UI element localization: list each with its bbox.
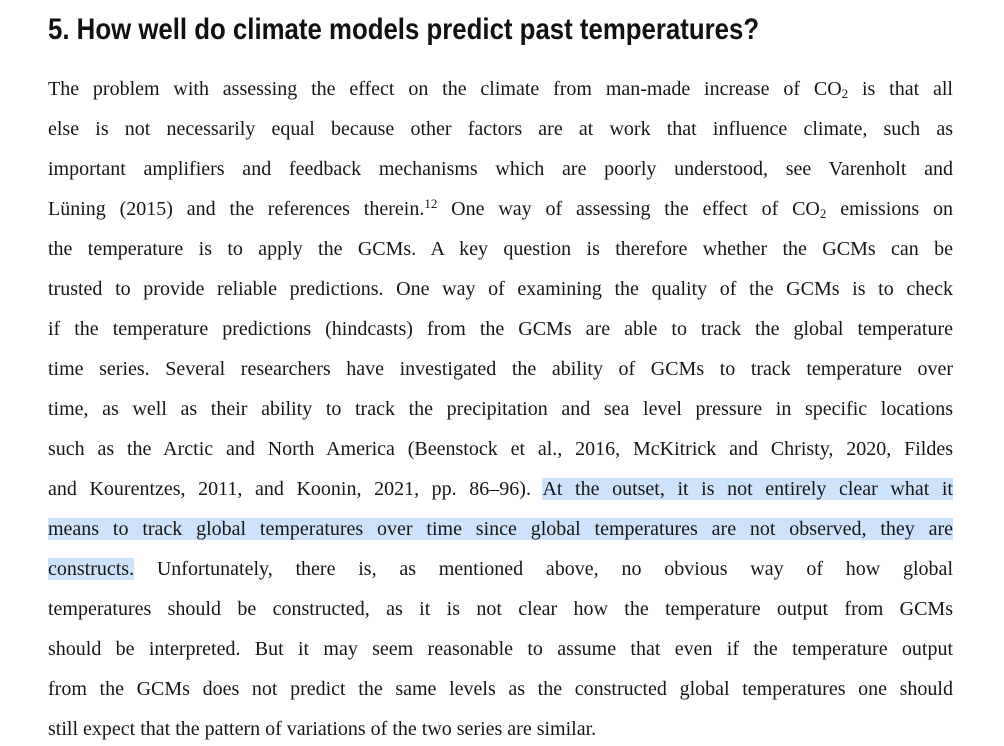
subscript-text: 2 (841, 86, 849, 101)
text-line (48, 309, 953, 349)
text-span: temperatures should be constructed, as it is not clear how the temperature output from GCMs (48, 598, 953, 620)
text-span: trusted to provide reliable predictions. One way of examining the quality of the GCMs is to check (48, 278, 953, 300)
text-span: and Kourentzes, 2011, and Koonin, 2021, pp. 86–96). (48, 478, 543, 500)
highlighted-text: constructs. (48, 558, 135, 580)
text-line (48, 229, 953, 269)
text-line (48, 469, 953, 509)
text-line (48, 549, 953, 589)
text-span: Lüning (2015) and the references therein. (48, 198, 425, 220)
text-line (48, 509, 953, 549)
text-span: still expect that the pattern of variations of the two series are similar. (48, 718, 597, 740)
text-line (48, 389, 953, 429)
text-span: is that all (848, 78, 953, 100)
text-span: else is not necessarily equal because other factors are at work that influence climate, such as (48, 118, 953, 140)
text-span: such as the Arctic and North America (Beenstock et al., 2016, McKitrick and Christy, 2020, Fildes (48, 438, 953, 460)
section-heading: 5. How well do climate models predict past temperatures? (48, 13, 760, 46)
text-line (48, 189, 953, 229)
text-span: if the temperature predictions (hindcasts) from the GCMs are able to track the global temperature (48, 318, 953, 340)
text-span: time, as well as their ability to track the precipitation and sea level pressure in specific locations (48, 398, 953, 420)
text-line (48, 69, 953, 109)
text-line (48, 669, 953, 709)
highlighted-text: means to track global temperatures over time since global temperatures are not observed, they are (48, 518, 953, 540)
text-span: emissions on (826, 198, 953, 220)
text-span: One way of assessing the effect of CO (437, 198, 820, 220)
text-span: The problem with assessing the effect on the climate from man-made increase of CO (48, 78, 842, 100)
text-span: should be interpreted. But it may seem reasonable to assume that even if the temperature output (48, 638, 953, 660)
text-span: Unfortunately, there is, as mentioned above, no obvious way of how global (134, 558, 953, 580)
text-line (48, 149, 953, 189)
highlighted-text: At the outset, it is not entirely clear what it (542, 478, 953, 500)
footnote-ref: 12 (424, 196, 438, 211)
body-paragraph (48, 69, 953, 746)
text-span: time series. Several researchers have investigated the ability of GCMs to track temperature over (48, 358, 953, 380)
text-line (48, 269, 953, 309)
text-span: the temperature is to apply the GCMs. A key question is therefore whether the GCMs can be (48, 238, 953, 260)
text-line (48, 349, 953, 389)
text-span: from the GCMs does not predict the same levels as the constructed global temperatures one should (48, 678, 953, 700)
text-line (48, 589, 953, 629)
text-span: important amplifiers and feedback mechanisms which are poorly understood, see Varenholt and (48, 158, 953, 180)
text-line (48, 429, 953, 469)
text-line (48, 629, 953, 669)
subscript-text: 2 (819, 206, 827, 221)
text-line (48, 709, 953, 746)
text-line (48, 109, 953, 149)
